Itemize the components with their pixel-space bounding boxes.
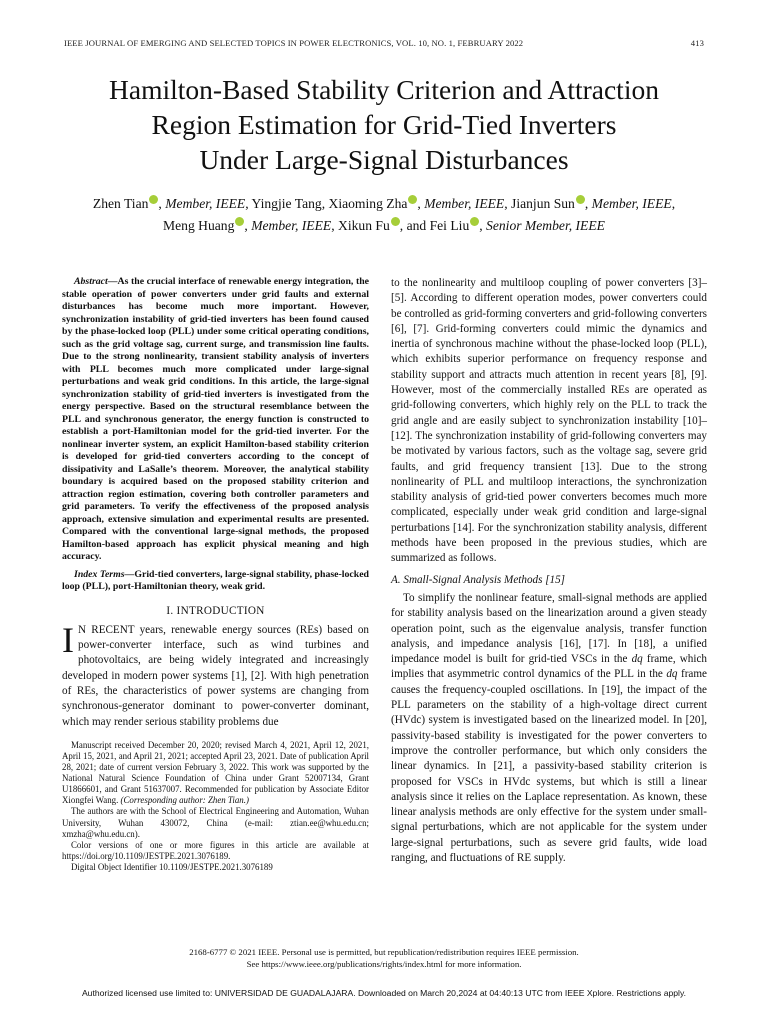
membership: Member, IEEE (591, 196, 672, 211)
author-name: , and Fei Liu (399, 218, 470, 233)
footnote-affiliation: The authors are with the School of Electrical Engineering and Automation, Wuhan University, Wuhan 430072, China (e-mail: ztian.ee@whu.edu.cn; xmzha@whu.edu.cn). (62, 806, 369, 839)
title-line-2: Region Estimation for Grid-Tied Inverters (151, 109, 617, 140)
right-column (391, 276, 707, 866)
separator: , (417, 196, 425, 211)
author-name: Meng Huang (163, 218, 235, 233)
separator: , (158, 196, 166, 211)
separator: , (479, 218, 487, 233)
section-number: I. I (166, 604, 181, 617)
drop-cap: I (62, 619, 74, 660)
footnote-text: Manuscript received December 20, 2020; revised March 4, 2021, April 12, 2021, April 15, 2021, and April 21, 2021; accepted April 23, 2021. Date of publication April 28, 2021; date of current version February 3, 2022. This work was supported by the National Natural Science Foundation of China under Grant 52007134, Grant U1866601, and Grant 51637007. Recommended for publication by Associate Editor Xiongfei Wang. (62, 739, 369, 806)
section-title: NTRODUCTION (180, 604, 265, 617)
body-text: To simplify the nonlinear feature, small-signal methods are applied for stability analysis based on the linearization around a given steady operation point, such as the eigenvalue analysis, transfer function analysis, and impedance analysis [16], [17]. In [18], a unified impedance model is built for grid-tied VSCs in the (391, 591, 707, 666)
copyright-notice (40, 947, 728, 970)
orcid-icon[interactable] (470, 217, 479, 226)
author-name: , Yingjie Tang, Xiaoming Zha (245, 196, 408, 211)
body-text: frame, which implies that asymmetric control dynamics of the PLL in the (391, 653, 707, 681)
body-paragraph (391, 591, 707, 866)
license-footer: Authorized licensed use limited to: UNIVERSIDAD DE GUADALAJARA. Downloaded on March 20,2024 at 04:40:13 UTC from IEEE Xplore. Restrictions apply. (81, 988, 687, 998)
separator: , (584, 196, 592, 211)
author-list (48, 193, 720, 237)
subsection-heading: A. Small-Signal Analysis Methods [15] (391, 573, 566, 586)
math-dq: dq (666, 668, 678, 681)
intro-lead: N RECENT (78, 623, 135, 636)
journal-name: IEEE JOURNAL OF EMERGING AND SELECTED TOPICS IN POWER ELECTRONICS, VOL. 10, NO. 1, FEBRUARY 2022 (64, 38, 524, 48)
orcid-icon[interactable] (391, 217, 400, 226)
abstract-text: As the crucial interface of renewable energy integration, the stable operation of power converters under grid faults and external disturbances has become much more important. However, synchronization instability of grid-tied inverters has been found caused by the phase-locked loop (PLL) under some critical operating conditions, such as the grid voltage sag, current surge, and transmission line faults. Due to the strong nonlinearity, transient stability analysis of inverters with PLL becomes much more complicated under large-signal perturbations and weak grid conditions. In this article, the large-signal synchronization stability of grid-tied inverters is investigated from the energy perspective. Based on the structural resemblance between the PLL and synchronous generator, the energy function is constructed to establish a port-Hamiltonian model for the grid-tied inverter. For the nonlinear inverter system, an explicit Hamilton-based stability criterion is developed for grid-tied converters according to the concept of dissipativity and LaSalle’s theorem. Moreover, the analytical stability boundary is acquired based on the proposed stability criterion and attraction region estimation, covering both controller parameters and grid parameters. To verify the effectiveness of the proposed analysis approach, extensive simulation and experimental results are presented. Compared with the conventional large-signal methods, the proposed Hamilton-based approach has explicit physical meaning and high accuracy. (62, 276, 369, 562)
index-terms-text: Grid-tied converters, large-signal stability, phase-locked loop (PLL), port-Hamiltonian theory, weak grid. (62, 568, 369, 592)
membership: Member, IEEE (251, 218, 332, 233)
intro-text: years, renewable energy sources (REs) based on power-converter interface, such as wind turbines and photovoltaics, are being widely integrated and increasingly developed in modern power systems [1], [2]. With high penetration of REs, the characteristics of power systems are changing from synchronous-generator dominant to power-converter dominant, which may render serious stability problems due (62, 623, 369, 728)
index-terms (62, 569, 369, 594)
separator: , (671, 196, 676, 211)
abstract-label: Abstract— (74, 276, 118, 287)
footnote (62, 740, 369, 873)
title-line-1: Hamilton-Based Stability Criterion and Attraction (109, 74, 659, 105)
membership: Senior Member, IEEE (486, 218, 605, 233)
orcid-icon[interactable] (576, 195, 585, 204)
page-number: 413 (690, 38, 704, 48)
copyright-line-2: See https://www.ieee.org/publications/rights/index.html for more information. (246, 958, 522, 969)
index-terms-label: Index Terms— (74, 568, 135, 580)
paper-title (40, 72, 728, 177)
separator: , (504, 196, 512, 211)
left-column (62, 276, 369, 873)
running-header (64, 38, 704, 48)
membership: Member, IEEE (165, 196, 246, 211)
footnote-manuscript (62, 740, 369, 807)
footnote-color: Color versions of one or more figures in this article are available at https://doi.org/10.1109/JESTPE.2021.3076189. (62, 839, 369, 861)
corresponding-author: (Corresponding author: Zhen Tian.) (120, 795, 249, 806)
separator: , (244, 218, 252, 233)
author-line-1 (48, 193, 720, 215)
math-dq: dq (631, 653, 643, 666)
copyright-line-1: 2168-6777 © 2021 IEEE. Personal use is permitted, but republication/redistribution requires IEEE permission. (189, 947, 579, 957)
separator: , (331, 218, 339, 233)
abstract (62, 276, 369, 564)
body-text: frame causes the frequency-coupled oscillations. In [19], the impact of the PLL parameters on the stability of a high-voltage direct current (HVdc) system is investigated based on the linearized model. In [20], passivity-based stability is investigated for the power converters to improve the controller performance, but which only considers the linear dynamics. In [21], a passivity-based stability criterion is proposed for VSCs in HVdc systems, but which is still a linear analysis since it relies on the Laplace representation. As known, these linear analysis methods are only effective for the system under small-signal perturbations, which are not applicable for the system under large-signal perturbations, such as severe grid faults, wide load ranging, and fluctuations of RE supply. (391, 668, 707, 864)
title-line-3: Under Large-Signal Disturbances (199, 144, 569, 175)
author-name: Zhen Tian (92, 196, 149, 211)
body-paragraph: to the nonlinearity and multiloop coupling of power converters [3]–[5]. According to different operation modes, power converters could be controlled as grid-forming converters and grid-following converters [6], [7]. Grid-forming converters could mimic the dynamics and inertia of synchronous machine without the phase-locked loop (PLL), which exhibits superior performance on frequency response and stability support and attracts much attention in recent years [8], [9]. However, most of the commercially installed REs are operated as grid-following converters, which highly rely on the PLL to track the grid angle and are easily subject to synchronization instability [10]–[12]. The synchronization instability of grid-following converters may be motivated by various factors, such as the voltage sag, severe grid faults, and grid frequency transient [13]. Due to the strong nonlinearity of PLL and multiloop interactions, the synchronization stability analysis of grid-tied power converters becomes much more complicated, especially under weak grid condition and large-signal perturbations [14]. For the synchronization stability analysis, different methods have been proposed in the previous studies, which are summarized as follows. (391, 277, 707, 565)
author-name: Xikun Fu (338, 218, 390, 233)
membership: Member, IEEE (424, 196, 505, 211)
intro-paragraph (62, 619, 369, 730)
footnote-doi: Digital Object Identifier 10.1109/JESTPE.2021.3076189 (71, 861, 273, 872)
author-line-2 (48, 215, 720, 237)
author-name: Jianjun Sun (511, 196, 575, 211)
section-heading (62, 604, 369, 619)
